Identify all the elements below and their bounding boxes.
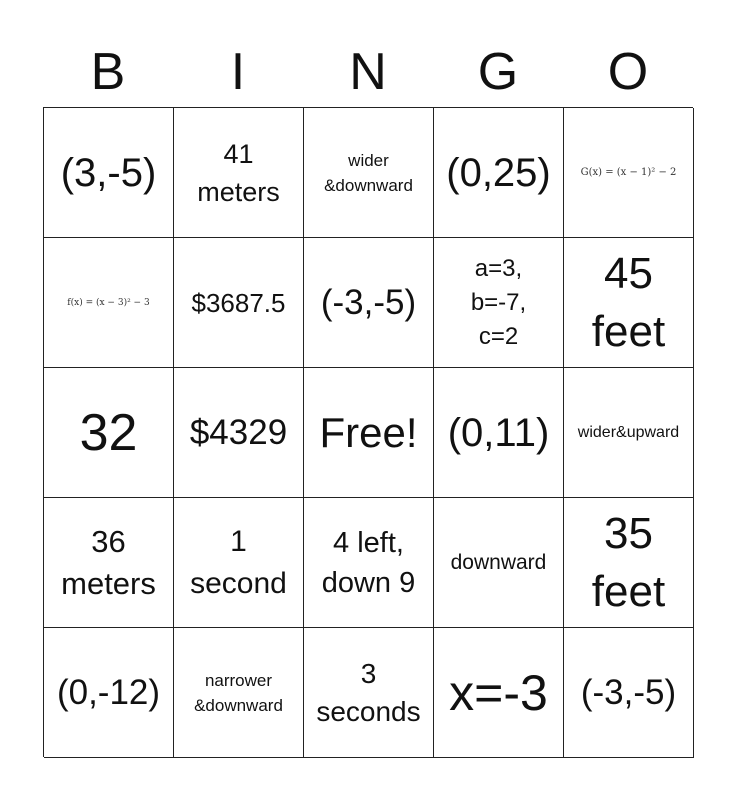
bingo-cell-r3-c4[interactable] [434, 368, 564, 498]
cell-text: (0,25) [446, 150, 551, 195]
cell-text: (-3,-5) [580, 672, 677, 712]
header-letter-g: G [477, 43, 519, 101]
bingo-cell-r1-c1[interactable] [44, 108, 174, 238]
bingo-cell-r2-c1[interactable] [44, 238, 174, 368]
bingo-cell-r4-c4[interactable] [434, 498, 564, 628]
bingo-cell-r5-c4[interactable] [434, 628, 564, 758]
bingo-cell-r4-c3[interactable] [304, 498, 434, 628]
cell-text: $4329 [189, 412, 288, 452]
bingo-cell-r2-c3[interactable] [304, 238, 434, 368]
bingo-cell-r2-c4[interactable] [434, 238, 564, 368]
cell-text: 4 left, down 9 [321, 526, 416, 599]
header-letter-b: B [90, 43, 126, 101]
bingo-header [43, 40, 693, 104]
cell-text: (0,11) [447, 410, 550, 455]
cell-text: narrower &downward [194, 670, 283, 715]
bingo-cell-r5-c5[interactable] [564, 628, 694, 758]
bingo-cell-r5-c1[interactable] [44, 628, 174, 758]
cell-text: 35 feet [591, 508, 666, 616]
cell-text: a=3, b=-7, c=2 [470, 254, 527, 350]
bingo-cell-r1-c4[interactable] [434, 108, 564, 238]
bingo-cell-r1-c2[interactable] [174, 108, 304, 238]
cell-text: 45 feet [591, 248, 666, 356]
bingo-cell-r5-c2[interactable] [174, 628, 304, 758]
cell-text: x=-3 [449, 664, 548, 721]
bingo-free-space[interactable] [304, 368, 434, 498]
bingo-card-grid [43, 107, 693, 757]
bingo-cell-r3-c1[interactable] [44, 368, 174, 498]
header-letter-i: I [230, 43, 246, 101]
header-letter-o: O [607, 43, 649, 101]
bingo-cell-r4-c1[interactable] [44, 498, 174, 628]
bingo-cell-r1-c3[interactable] [304, 108, 434, 238]
header-letter-n: N [349, 43, 387, 101]
cell-equation-image: f(x) = (x − 3)² − 3 [67, 297, 150, 308]
cell-text: wider &downward [324, 150, 413, 195]
bingo-cell-r3-c2[interactable] [174, 368, 304, 498]
cell-text: (0,-12) [56, 672, 161, 712]
bingo-cell-r3-c5[interactable] [564, 368, 694, 498]
bingo-cell-r4-c2[interactable] [174, 498, 304, 628]
cell-text: 1 second [190, 524, 287, 600]
bingo-cell-r4-c5[interactable] [564, 498, 694, 628]
cell-text: 32 [79, 403, 138, 462]
bingo-cell-r2-c5[interactable] [564, 238, 694, 368]
cell-text: (3,-5) [60, 150, 157, 195]
cell-text: 36 meters [61, 523, 156, 601]
bingo-cell-r1-c5[interactable] [564, 108, 694, 238]
cell-text: 41 meters [197, 138, 280, 207]
cell-text: (-3,-5) [320, 282, 417, 322]
bingo-cell-r2-c2[interactable] [174, 238, 304, 368]
cell-text: wider&upward [577, 423, 680, 441]
cell-text: Free! [319, 408, 418, 456]
cell-text: 3 seconds [316, 657, 421, 727]
cell-text: downward [450, 550, 547, 574]
cell-text: $3687.5 [191, 287, 286, 318]
cell-equation-image: G(x) = (x − 1)² − 2 [580, 167, 677, 178]
bingo-cell-r5-c3[interactable] [304, 628, 434, 758]
